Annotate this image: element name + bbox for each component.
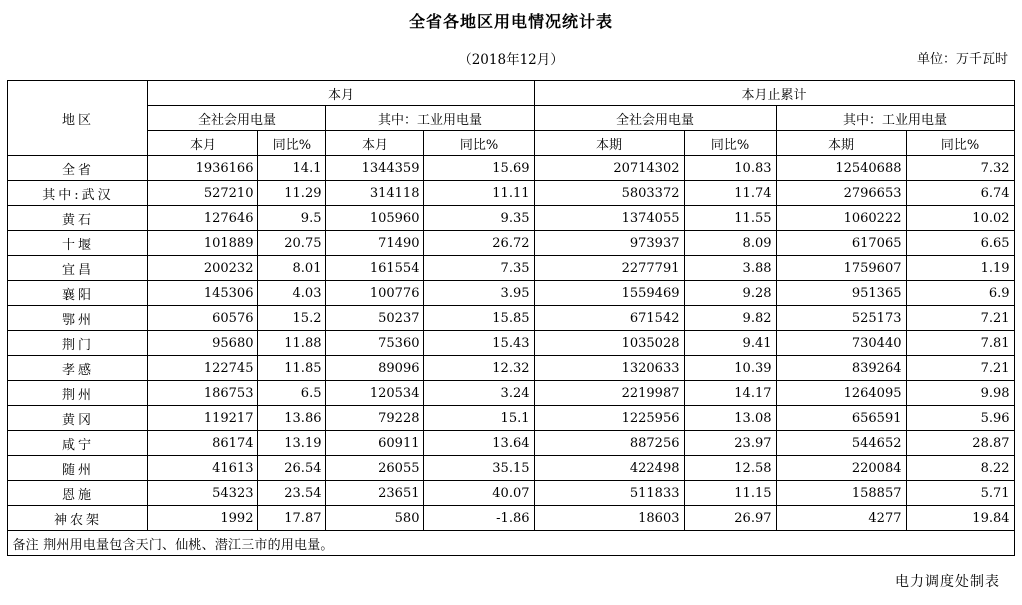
cell-cum-total-society-yoy: 9.28 [684, 281, 776, 306]
table-body [8, 156, 1014, 531]
cell-cum-industry-yoy: 6.9 [906, 281, 1014, 306]
header-col-yoy-2: 同比% [424, 131, 534, 156]
cell-cum-total-society-yoy: 9.82 [684, 306, 776, 331]
cell-cum-total-society-yoy: 11.15 [684, 481, 776, 506]
cell-month-total-society: 101889 [148, 231, 258, 256]
cell-month-total-society: 122745 [148, 356, 258, 381]
cell-cum-industry-yoy: 28.87 [906, 431, 1014, 456]
cell-cum-industry-yoy: 1.19 [906, 256, 1014, 281]
region-name: 随州 [8, 456, 148, 481]
electricity-statistics-table [7, 80, 1014, 556]
cell-cum-industry: 1264095 [776, 381, 906, 406]
cell-cum-total-society-yoy: 10.39 [684, 356, 776, 381]
cell-cum-industry: 656591 [776, 406, 906, 431]
table-row [8, 356, 1014, 381]
cell-cum-total-society-yoy: 26.97 [684, 506, 776, 531]
cell-month-industry: 105960 [326, 206, 424, 231]
cell-cum-industry-yoy: 8.22 [906, 456, 1014, 481]
report-period: （2018年12月） [458, 52, 564, 68]
cell-month-total-society-yoy: 14.1 [258, 156, 326, 181]
cell-month-total-society-yoy: 23.54 [258, 481, 326, 506]
cell-cum-total-society: 18603 [534, 506, 684, 531]
cell-month-total-society: 95680 [148, 331, 258, 356]
cell-cum-industry-yoy: 7.32 [906, 156, 1014, 181]
cell-month-total-society-yoy: 17.87 [258, 506, 326, 531]
cell-cum-total-society-yoy: 9.41 [684, 331, 776, 356]
cell-cum-total-society-yoy: 11.74 [684, 181, 776, 206]
cell-cum-industry: 617065 [776, 231, 906, 256]
cell-month-total-society-yoy: 11.88 [258, 331, 326, 356]
cell-cum-industry: 158857 [776, 481, 906, 506]
cell-cum-total-society-yoy: 11.55 [684, 206, 776, 231]
cell-month-industry: 79228 [326, 406, 424, 431]
header-col-yoy-3: 同比% [684, 131, 776, 156]
header-row-subgroups [8, 106, 1014, 131]
header-col-period-1: 本期 [534, 131, 684, 156]
cell-month-industry-yoy: 13.64 [424, 431, 534, 456]
header-month-industry: 其中：工业用电量 [326, 106, 534, 131]
table-note: 备注 荆州用电量包含天门、仙桃、潜江三市的用电量。 [8, 531, 1014, 556]
cell-month-total-society: 200232 [148, 256, 258, 281]
region-name: 孝感 [8, 356, 148, 381]
cell-month-industry-yoy: -1.86 [424, 506, 534, 531]
header-region: 地区 [8, 81, 148, 156]
cell-month-industry: 580 [326, 506, 424, 531]
table-row [8, 431, 1014, 456]
cell-cum-total-society: 20714302 [534, 156, 684, 181]
cell-month-industry-yoy: 3.24 [424, 381, 534, 406]
table-row [8, 181, 1014, 206]
cell-month-industry: 60911 [326, 431, 424, 456]
cell-cum-industry: 951365 [776, 281, 906, 306]
cell-month-industry-yoy: 15.69 [424, 156, 534, 181]
unit-label: 单位：万千瓦时 [916, 52, 1008, 67]
region-name: 神农架 [8, 506, 148, 531]
cell-cum-industry: 544652 [776, 431, 906, 456]
cell-cum-industry-yoy: 7.81 [906, 331, 1014, 356]
cell-month-industry-yoy: 26.72 [424, 231, 534, 256]
cell-month-total-society-yoy: 9.5 [258, 206, 326, 231]
cell-cum-total-society-yoy: 3.88 [684, 256, 776, 281]
cell-month-industry-yoy: 15.1 [424, 406, 534, 431]
table-row [8, 281, 1014, 306]
table-row [8, 506, 1014, 531]
region-name: 黄石 [8, 206, 148, 231]
page-title: 全省各地区用电情况统计表 [408, 12, 613, 31]
cell-cum-industry-yoy: 7.21 [906, 306, 1014, 331]
cell-month-total-society: 127646 [148, 206, 258, 231]
cell-month-industry: 50237 [326, 306, 424, 331]
header-row-groups [8, 81, 1014, 106]
region-name: 荆州 [8, 381, 148, 406]
cell-cum-total-society: 887256 [534, 431, 684, 456]
cell-cum-industry: 4277 [776, 506, 906, 531]
cell-month-industry-yoy: 15.85 [424, 306, 534, 331]
note-row [8, 531, 1014, 556]
header-cum-total-society: 全社会用电量 [534, 106, 776, 131]
cell-month-total-society-yoy: 8.01 [258, 256, 326, 281]
region-name: 恩施 [8, 481, 148, 506]
header-cum-industry: 其中：工业用电量 [776, 106, 1014, 131]
header-row-columns [8, 131, 1014, 156]
cell-month-industry-yoy: 15.43 [424, 331, 534, 356]
cell-cum-industry-yoy: 7.21 [906, 356, 1014, 381]
cell-cum-total-society: 511833 [534, 481, 684, 506]
table-row [8, 331, 1014, 356]
cell-month-industry: 1344359 [326, 156, 424, 181]
cell-month-total-society: 54323 [148, 481, 258, 506]
cell-cum-total-society-yoy: 13.08 [684, 406, 776, 431]
cell-cum-total-society-yoy: 8.09 [684, 231, 776, 256]
subheader [0, 48, 1022, 74]
cell-cum-total-society: 2219987 [534, 381, 684, 406]
cell-cum-industry-yoy: 6.74 [906, 181, 1014, 206]
header-col-yoy-1: 同比% [258, 131, 326, 156]
cell-month-total-society-yoy: 4.03 [258, 281, 326, 306]
table-header [8, 81, 1014, 156]
cell-month-total-society-yoy: 11.29 [258, 181, 326, 206]
cell-cum-industry-yoy: 6.65 [906, 231, 1014, 256]
cell-month-industry-yoy: 3.95 [424, 281, 534, 306]
cell-month-industry-yoy: 12.32 [424, 356, 534, 381]
header-col-yoy-4: 同比% [906, 131, 1014, 156]
cell-cum-total-society: 422498 [534, 456, 684, 481]
cell-cum-total-society: 671542 [534, 306, 684, 331]
table-footer [8, 531, 1014, 556]
cell-cum-industry: 1060222 [776, 206, 906, 231]
cell-month-total-society-yoy: 13.19 [258, 431, 326, 456]
cell-month-industry: 75360 [326, 331, 424, 356]
document-page [0, 9, 1022, 605]
cell-cum-industry: 730440 [776, 331, 906, 356]
table-row [8, 306, 1014, 331]
cell-month-total-society: 1936166 [148, 156, 258, 181]
cell-month-industry-yoy: 11.11 [424, 181, 534, 206]
cell-month-total-society: 86174 [148, 431, 258, 456]
cell-month-total-society-yoy: 11.85 [258, 356, 326, 381]
cell-month-industry-yoy: 40.07 [424, 481, 534, 506]
cell-cum-total-society: 973937 [534, 231, 684, 256]
region-name: 荆门 [8, 331, 148, 356]
header-group-month: 本月 [148, 81, 534, 106]
cell-month-total-society: 527210 [148, 181, 258, 206]
cell-month-total-society-yoy: 15.2 [258, 306, 326, 331]
cell-month-industry: 314118 [326, 181, 424, 206]
cell-cum-industry: 839264 [776, 356, 906, 381]
cell-cum-total-society: 1035028 [534, 331, 684, 356]
table-row [8, 256, 1014, 281]
cell-month-industry-yoy: 35.15 [424, 456, 534, 481]
cell-cum-total-society-yoy: 12.58 [684, 456, 776, 481]
cell-cum-industry-yoy: 19.84 [906, 506, 1014, 531]
cell-month-industry: 23651 [326, 481, 424, 506]
cell-cum-industry: 12540688 [776, 156, 906, 181]
cell-month-total-society-yoy: 6.5 [258, 381, 326, 406]
cell-month-total-society-yoy: 20.75 [258, 231, 326, 256]
cell-cum-industry: 525173 [776, 306, 906, 331]
cell-cum-total-society: 5803372 [534, 181, 684, 206]
region-name: 襄阳 [8, 281, 148, 306]
cell-month-industry: 89096 [326, 356, 424, 381]
header-group-cumulative: 本月止累计 [534, 81, 1014, 106]
table-row [8, 156, 1014, 181]
region-name: 其中:武汉 [8, 181, 148, 206]
region-name: 全省 [8, 156, 148, 181]
cell-cum-industry: 2796653 [776, 181, 906, 206]
header-month-total-society: 全社会用电量 [148, 106, 326, 131]
cell-month-total-society: 145306 [148, 281, 258, 306]
cell-cum-industry: 220084 [776, 456, 906, 481]
header-col-month-2: 本月 [326, 131, 424, 156]
cell-month-industry: 100776 [326, 281, 424, 306]
cell-cum-industry-yoy: 10.02 [906, 206, 1014, 231]
cell-month-total-society-yoy: 13.86 [258, 406, 326, 431]
region-name: 宜昌 [8, 256, 148, 281]
cell-month-industry-yoy: 7.35 [424, 256, 534, 281]
region-name: 咸宁 [8, 431, 148, 456]
cell-month-industry: 120534 [326, 381, 424, 406]
cell-cum-industry-yoy: 5.96 [906, 406, 1014, 431]
cell-month-total-society-yoy: 26.54 [258, 456, 326, 481]
cell-month-total-society: 60576 [148, 306, 258, 331]
cell-cum-industry: 1759607 [776, 256, 906, 281]
cell-cum-total-society: 1559469 [534, 281, 684, 306]
table-row [8, 406, 1014, 431]
cell-cum-total-society: 1225956 [534, 406, 684, 431]
region-name: 鄂州 [8, 306, 148, 331]
cell-month-industry: 71490 [326, 231, 424, 256]
table-row [8, 481, 1014, 506]
cell-cum-total-society: 1320633 [534, 356, 684, 381]
header-col-period-2: 本期 [776, 131, 906, 156]
header-col-month-1: 本月 [148, 131, 258, 156]
cell-cum-total-society-yoy: 23.97 [684, 431, 776, 456]
cell-month-industry-yoy: 9.35 [424, 206, 534, 231]
cell-month-total-society: 119217 [148, 406, 258, 431]
cell-month-industry: 161554 [326, 256, 424, 281]
cell-month-total-society: 1992 [148, 506, 258, 531]
table-row [8, 206, 1014, 231]
region-name: 黄冈 [8, 406, 148, 431]
cell-cum-industry-yoy: 5.71 [906, 481, 1014, 506]
table-row [8, 456, 1014, 481]
cell-month-total-society: 41613 [148, 456, 258, 481]
region-name: 十堰 [8, 231, 148, 256]
cell-month-total-society: 186753 [148, 381, 258, 406]
cell-cum-total-society-yoy: 10.83 [684, 156, 776, 181]
table-row [8, 231, 1014, 256]
cell-cum-total-society: 1374055 [534, 206, 684, 231]
table-row [8, 381, 1014, 406]
cell-cum-total-society-yoy: 14.17 [684, 381, 776, 406]
cell-month-industry: 26055 [326, 456, 424, 481]
cell-cum-industry-yoy: 9.98 [906, 381, 1014, 406]
prepared-by-label: 电力调度处制表 [895, 574, 1000, 590]
cell-cum-total-society: 2277791 [534, 256, 684, 281]
